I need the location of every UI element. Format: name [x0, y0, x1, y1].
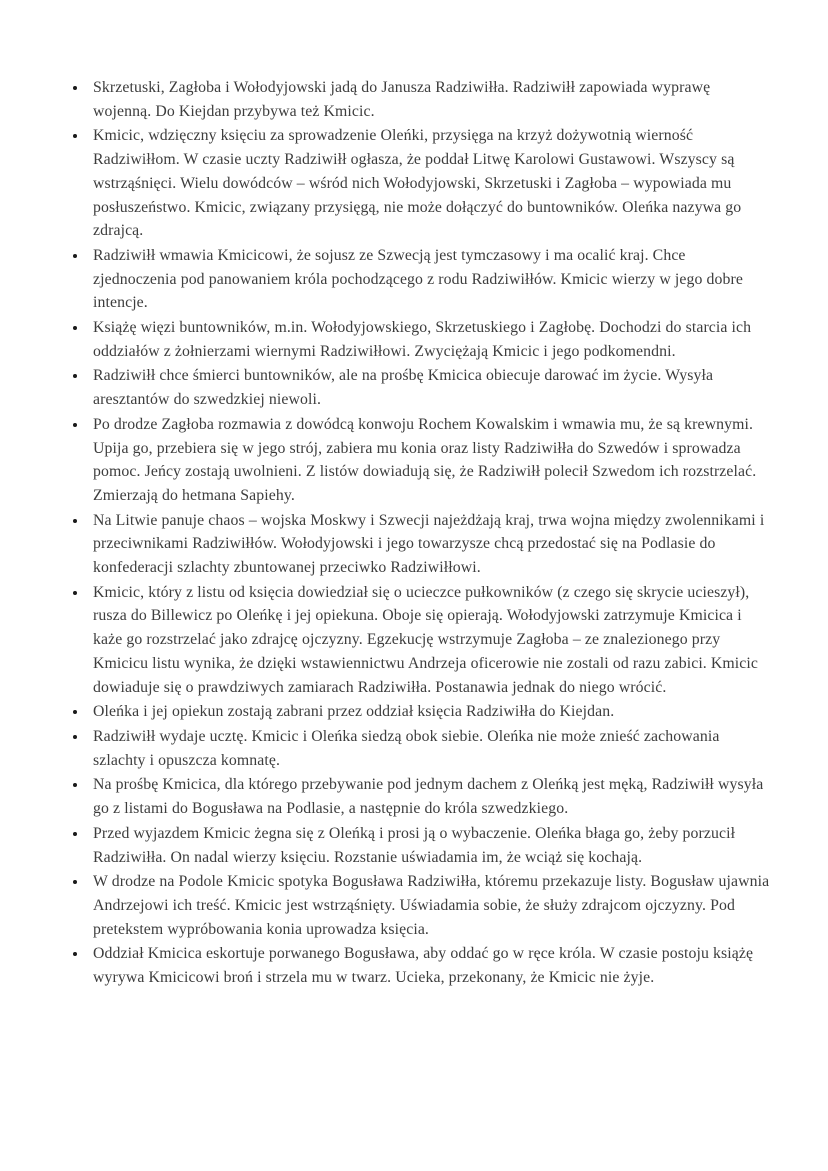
list-item: • Po drodze Zagłoba rozmawia z dowódcą konwoju Rochem Kowalskim i wmawia mu, że są krewnymi. Upija go, przebiera się w jego strój, zabiera mu konia oraz listy Radziwiłła do Szwedów i sprowadza pomoc. Jeńcy zostają uwolnieni. Z listów dowiadują się, że Radziwiłł polecił Szwedom ich rozstrzelać. Zmierzają do hetmana Sapiehy.: [88, 413, 772, 508]
list-item: • Radziwiłł wydaje ucztę. Kmicic i Oleńka siedzą obok siebie. Oleńka nie może znieść zachowania szlachty i opuszcza komnatę.: [88, 725, 772, 772]
list-item: • Przed wyjazdem Kmicic żegna się z Oleńką i prosi ją o wybaczenie. Oleńka błaga go, żeby porzucił Radziwiłła. On nadal wierzy księciu. Rozstanie uświadamia im, że wciąż się kochają.: [88, 822, 772, 869]
summary-list: [64, 76, 772, 990]
list-item: • Książę więzi buntowników, m.in. Wołodyjowskiego, Skrzetuskiego i Zagłobę. Dochodzi do starcia ich oddziałów z żołnierzami wiernymi Radziwiłłowi. Zwyciężają Kmicic i jego podkomendni.: [88, 316, 772, 363]
list-item: • Kmicic, wdzięczny księciu za sprowadzenie Oleńki, przysięga na krzyż dożywotnią wierność Radziwiłłom. W czasie uczty Radziwiłł ogłasza, że poddał Litwę Karolowi Gustawowi. Wszyscy są wstrząśnięci. Wielu dowódców – wśród nich Wołodyjowski, Skrzetuski i Zagłoba – wypowiada mu posłuszeństwo. Kmicic, związany przysięgą, nie może dołączyć do buntowników. Oleńka nazywa go zdrajcą.: [88, 124, 772, 243]
list-item: • Skrzetuski, Zagłoba i Wołodyjowski jadą do Janusza Radziwiłła. Radziwiłł zapowiada wyprawę wojenną. Do Kiejdan przybywa też Kmicic.: [88, 76, 772, 123]
list-item: • Oleńka i jej opiekun zostają zabrani przez oddział księcia Radziwiłła do Kiejdan.: [88, 700, 772, 724]
list-item: • W drodze na Podole Kmicic spotyka Bogusława Radziwiłła, któremu przekazuje listy. Bogusław ujawnia Andrzejowi ich treść. Kmicic jest wstrząśnięty. Uświadamia sobie, że służy zdrajcom ojczyzny. Pod pretekstem wypróbowania konia uprowadza księcia.: [88, 870, 772, 941]
list-item: • Oddział Kmicica eskortuje porwanego Bogusława, aby oddać go w ręce króla. W czasie postoju książę wyrywa Kmicicowi broń i strzela mu w twarz. Ucieka, przekonany, że Kmicic nie żyje.: [88, 942, 772, 989]
list-item: • Radziwiłł wmawia Kmicicowi, że sojusz ze Szwecją jest tymczasowy i ma ocalić kraj. Chce zjednoczenia pod panowaniem króla pochodzącego z rodu Radziwiłłów. Kmicic wierzy w jego dobre intencje.: [88, 244, 772, 315]
list-item: • Na Litwie panuje chaos – wojska Moskwy i Szwecji najeżdżają kraj, trwa wojna między zwolennikami i przeciwnikami Radziwiłłów. Wołodyjowski i jego towarzysze chcą przedostać się na Podlasie do konfederacji szlachty zbuntowanej przeciwko Radziwiłłowi.: [88, 509, 772, 580]
list-item: • Kmicic, który z listu od księcia dowiedział się o ucieczce pułkowników (z czego się skrycie ucieszył), rusza do Billewicz po Oleńkę i jej opiekuna. Oboje się opierają. Wołodyjowski zatrzymuje Kmicica i każe go rozstrzelać jako zdrajcę ojczyzny. Egzekucję wstrzymuje Zagłoba – ze znalezionego przy Kmicicu listu wynika, że dzięki wstawiennictwu Andrzeja oficerowie nie zostali od razu zabici. Kmicic dowiaduje się o prawdziwych zamiarach Radziwiłła. Postanawia jednak do niego wrócić.: [88, 581, 772, 700]
list-item: • Na prośbę Kmicica, dla którego przebywanie pod jednym dachem z Oleńką jest męką, Radziwiłł wysyła go z listami do Bogusława na Podlasie, a następnie do króla szwedzkiego.: [88, 773, 772, 820]
list-item: • Radziwiłł chce śmierci buntowników, ale na prośbę Kmicica obiecuje darować im życie. Wysyła aresztantów do szwedzkiej niewoli.: [88, 364, 772, 411]
